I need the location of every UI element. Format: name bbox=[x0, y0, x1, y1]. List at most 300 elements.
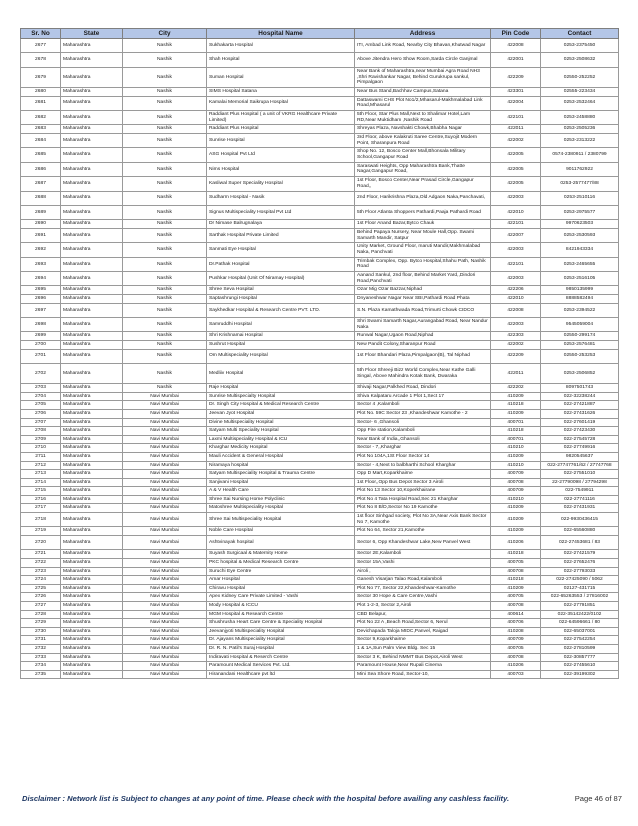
table-body bbox=[21, 39, 619, 679]
cell-hospital-name: Satyam Multi Speciality Hospital bbox=[207, 427, 355, 436]
cell-address: Behind Papaya Nursery, Near Moule Hall,Opp. Swami Samarth Mandir, Satpur bbox=[355, 228, 491, 242]
table-row bbox=[21, 536, 619, 550]
cell-address: Near Bank of India,,Ghansoli bbox=[355, 435, 491, 444]
table-row bbox=[21, 401, 619, 410]
cell-hospital-name: Dr. R. N. Patil's Suraj Hospital bbox=[207, 644, 355, 653]
table-row bbox=[21, 461, 619, 470]
cell-pin-code: 422008 bbox=[491, 39, 541, 53]
cell-contact: 022-30857777 bbox=[541, 653, 619, 662]
cell-sr-no: 2697 bbox=[21, 303, 61, 317]
table-row bbox=[21, 162, 619, 176]
table-row bbox=[21, 96, 619, 110]
cell-address: Plot No 13 Sector 10,Koperkhairane bbox=[355, 487, 491, 496]
cell-hospital-name: Suyash Surgicaal & Maternity Home bbox=[207, 550, 355, 559]
cell-address: 1st floor Sinhgad society, Plot No 3A,Near Axis Bank Sector No 7, Kamothe bbox=[355, 513, 491, 527]
cell-city: Navi Mumbai bbox=[123, 584, 207, 593]
cell-address: Runwal Nagar,Ugaon Road,Niphad bbox=[355, 332, 491, 341]
table-row bbox=[21, 191, 619, 205]
cell-hospital-name: Matoshree Multispeciality Hospital bbox=[207, 504, 355, 513]
cell-city: Navi Mumbai bbox=[123, 513, 207, 527]
cell-pin-code: 422010 bbox=[491, 205, 541, 219]
cell-sr-no: 2734 bbox=[21, 662, 61, 671]
cell-state: Maharashtra bbox=[61, 96, 123, 110]
cell-city: Nashik bbox=[123, 363, 207, 383]
cell-address: 1st Floor Anand Bazar,Bytco Chauk bbox=[355, 220, 491, 229]
table-row bbox=[21, 125, 619, 134]
cell-hospital-name: Hiranandani Healthcare pvt ltd bbox=[207, 670, 355, 679]
cell-contact: 022-27652476 bbox=[541, 559, 619, 568]
cell-sr-no: 2680 bbox=[21, 87, 61, 96]
cell-hospital-name: Suruchi Eye Centre bbox=[207, 567, 355, 576]
cell-contact: 022-27431931 bbox=[541, 504, 619, 513]
cell-contact: 0574-2380911 / 2380799 bbox=[541, 148, 619, 162]
cell-hospital-name: Kharghar Medicity Hospital bbox=[207, 444, 355, 453]
table-row bbox=[21, 444, 619, 453]
cell-state: Maharashtra bbox=[61, 478, 123, 487]
cell-pin-code: 400701 bbox=[491, 435, 541, 444]
cell-sr-no: 2719 bbox=[21, 527, 61, 536]
cell-contact: 0253-2458880 bbox=[541, 110, 619, 124]
cell-sr-no: 2716 bbox=[21, 495, 61, 504]
cell-hospital-name: Niramaya hospital bbox=[207, 461, 355, 470]
cell-contact: 022-27425090 / 5062 bbox=[541, 576, 619, 585]
cell-state: Maharashtra bbox=[61, 295, 123, 304]
cell-address: Plot No 104A,1St Floor Sector 14 bbox=[355, 452, 491, 461]
cell-pin-code: 422202 bbox=[491, 384, 541, 393]
cell-hospital-name: Suman Hospital bbox=[207, 67, 355, 87]
cell-sr-no: 2685 bbox=[21, 148, 61, 162]
cell-pin-code: 410209 bbox=[491, 409, 541, 418]
cell-sr-no: 2679 bbox=[21, 67, 61, 87]
cell-pin-code: 422002 bbox=[491, 133, 541, 147]
cell-sr-no: 2713 bbox=[21, 470, 61, 479]
cell-pin-code: 422011 bbox=[491, 125, 541, 134]
cell-city: Navi Mumbai bbox=[123, 593, 207, 602]
cell-contact: 022-65263553 / 27816002 bbox=[541, 593, 619, 602]
cell-hospital-name: Mody Hospital & ICCU bbox=[207, 602, 355, 611]
table-row bbox=[21, 427, 619, 436]
cell-pin-code: 410209 bbox=[491, 527, 541, 536]
cell-sr-no: 2678 bbox=[21, 53, 61, 67]
table-row bbox=[21, 470, 619, 479]
cell-address: Shop No. 12, Bosco Center Mall,Bhonsala Military School,Gangapur Road bbox=[355, 148, 491, 162]
cell-sr-no: 2690 bbox=[21, 220, 61, 229]
cell-sr-no: 2677 bbox=[21, 39, 61, 53]
cell-city: Navi Mumbai bbox=[123, 662, 207, 671]
table-row bbox=[21, 205, 619, 219]
cell-address: Sector 30 Hope & Care Centre,Vashi bbox=[355, 593, 491, 602]
table-row bbox=[21, 392, 619, 401]
cell-city: Navi Mumbai bbox=[123, 636, 207, 645]
cell-sr-no: 2718 bbox=[21, 513, 61, 527]
cell-address: Opp D Mart,Koparkhairne bbox=[355, 470, 491, 479]
cell-city: Navi Mumbai bbox=[123, 602, 207, 611]
cell-sr-no: 2691 bbox=[21, 228, 61, 242]
cell-city: Navi Mumbai bbox=[123, 487, 207, 496]
cell-city: Nashik bbox=[123, 133, 207, 147]
cell-hospital-name: Kasliwal Super Speciality Hospital bbox=[207, 177, 355, 191]
table-row bbox=[21, 318, 619, 332]
cell-hospital-name: Mauli Accident & General Hospital bbox=[207, 452, 355, 461]
cell-contact: 022-35142422/0102 bbox=[541, 610, 619, 619]
cell-hospital-name: Sukhakarta Hospital bbox=[207, 39, 355, 53]
table-row bbox=[21, 332, 619, 341]
cell-address: Devichapada Taloja MIDC,Panvel, Raigad bbox=[355, 627, 491, 636]
cell-sr-no: 2724 bbox=[21, 576, 61, 585]
cell-city: Nashik bbox=[123, 228, 207, 242]
cell-hospital-name: Sarthak Hospital Private Limited bbox=[207, 228, 355, 242]
cell-address: 3rd Floor, above Kalakruti Saree Centre,Suyojit Modern Point, Sharanpura Road bbox=[355, 133, 491, 147]
cell-sr-no: 2692 bbox=[21, 243, 61, 257]
table-row bbox=[21, 272, 619, 286]
cell-address: Ganesh Visarjan Talao Road,Kalamboli bbox=[355, 576, 491, 585]
cell-address: 1st Floor,,Opp Bus Depot Sector 3 Airoli bbox=[355, 478, 491, 487]
cell-contact: 022-65560880 bbox=[541, 527, 619, 536]
table-row bbox=[21, 286, 619, 295]
cell-state: Maharashtra bbox=[61, 427, 123, 436]
cell-sr-no: 2684 bbox=[21, 133, 61, 147]
table-row bbox=[21, 87, 619, 96]
cell-contact: 0253-2532464 bbox=[541, 96, 619, 110]
cell-pin-code: 422005 bbox=[491, 148, 541, 162]
cell-city: Navi Mumbai bbox=[123, 576, 207, 585]
cell-hospital-name: Apex Kidney Care Private Limited - Vashi bbox=[207, 593, 355, 602]
cell-state: Maharashtra bbox=[61, 602, 123, 611]
cell-sr-no: 2686 bbox=[21, 162, 61, 176]
cell-contact: 022-39199302 bbox=[541, 670, 619, 679]
cell-city: Navi Mumbai bbox=[123, 444, 207, 453]
cell-hospital-name: Pushkar Hospital (Unit Of Niramay Hospital) bbox=[207, 272, 355, 286]
table-row bbox=[21, 452, 619, 461]
table-row bbox=[21, 228, 619, 242]
cell-sr-no: 2700 bbox=[21, 341, 61, 350]
cell-state: Maharashtra bbox=[61, 653, 123, 662]
cell-state: Maharashtra bbox=[61, 644, 123, 653]
cell-pin-code: 410210 bbox=[491, 495, 541, 504]
cell-state: Maharashtra bbox=[61, 435, 123, 444]
cell-contact: 9970623503 bbox=[541, 220, 619, 229]
cell-pin-code: 410218 bbox=[491, 576, 541, 585]
cell-state: Maharashtra bbox=[61, 384, 123, 393]
cell-city: Navi Mumbai bbox=[123, 452, 207, 461]
cell-hospital-name: Signus Multispeciality Hospital Pvt Ltd bbox=[207, 205, 355, 219]
cell-contact: 0253-2975577 bbox=[541, 205, 619, 219]
cell-hospital-name: Satyam Multispeciality Hospital & Trauma Centre bbox=[207, 470, 355, 479]
cell-address: 5th Floor Shreeji Bizz World Complex,Near Kathe Galli Singal, Above Mahindra Kotak Bank, Dwaraka bbox=[355, 363, 491, 383]
cell-sr-no: 2696 bbox=[21, 295, 61, 304]
cell-address: Plot No 64, Sector 21,Kamothe bbox=[355, 527, 491, 536]
cell-state: Maharashtra bbox=[61, 318, 123, 332]
table-row bbox=[21, 349, 619, 363]
cell-hospital-name: Ashtvinayak hospital bbox=[207, 536, 355, 550]
cell-contact: 022-64596661 / 80 bbox=[541, 619, 619, 628]
cell-contact: 0253-2506852 bbox=[541, 363, 619, 383]
cell-sr-no: 2725 bbox=[21, 584, 61, 593]
cell-pin-code: 422010 bbox=[491, 295, 541, 304]
cell-hospital-name: Jeevanjyoti Multispeciality Hospital bbox=[207, 627, 355, 636]
cell-contact: 022-27551010 bbox=[541, 470, 619, 479]
table-row bbox=[21, 384, 619, 393]
cell-sr-no: 2710 bbox=[21, 444, 61, 453]
cell-address: 1st Floor Bhandari Plaza,Pimpalgaon(B), Tal Niphad bbox=[355, 349, 491, 363]
cell-contact: 022-27545728 bbox=[541, 435, 619, 444]
cell-address: Sector 6, Opp Khandeshwar Lake,New Panvel West bbox=[355, 536, 491, 550]
disclaimer-text: Disclaimer : Network list is Subject to changes at any point of time. Please check with the hospital before availing any cashless facility. bbox=[22, 794, 510, 803]
cell-state: Maharashtra bbox=[61, 619, 123, 628]
cell-city: Nashik bbox=[123, 148, 207, 162]
cell-contact: 022-27810599 bbox=[541, 644, 619, 653]
cell-address: Dnyaneshwar Nagar Near SBI,Pathardi Road Phata bbox=[355, 295, 491, 304]
cell-hospital-name: Nims Hospital bbox=[207, 162, 355, 176]
table-row bbox=[21, 257, 619, 271]
table-row bbox=[21, 670, 619, 679]
cell-contact: 022-32238244 bbox=[541, 392, 619, 401]
cell-sr-no: 2695 bbox=[21, 286, 61, 295]
cell-hospital-name: Sanjivani Hospital bbox=[207, 478, 355, 487]
cell-state: Maharashtra bbox=[61, 536, 123, 550]
cell-hospital-name: Sushrut Hospital bbox=[207, 341, 355, 350]
cell-city: Navi Mumbai bbox=[123, 401, 207, 410]
cell-hospital-name: Raddiant Plus Hospital ( a unit of VKRG Healthcare Private Limited) bbox=[207, 110, 355, 124]
cell-pin-code: 400709 bbox=[491, 487, 541, 496]
cell-state: Maharashtra bbox=[61, 636, 123, 645]
header-contact: Contact bbox=[541, 29, 619, 39]
cell-city: Navi Mumbai bbox=[123, 495, 207, 504]
cell-contact: 8888582494 bbox=[541, 295, 619, 304]
cell-address: Aanand Sankul, 2nd floor, Behind Market Yard,,Dindori Road,Panchvati bbox=[355, 272, 491, 286]
table-row bbox=[21, 67, 619, 87]
cell-state: Maharashtra bbox=[61, 452, 123, 461]
cell-city: Nashik bbox=[123, 384, 207, 393]
cell-contact: 022-27431626 bbox=[541, 409, 619, 418]
cell-state: Maharashtra bbox=[61, 487, 123, 496]
cell-sr-no: 2723 bbox=[21, 567, 61, 576]
cell-address: 2nd Floor, Harikrishna Plaza,Old Adgaon Naka,Panchavati, bbox=[355, 191, 491, 205]
cell-pin-code: 410209 bbox=[491, 584, 541, 593]
cell-hospital-name: Chiravu Hospital bbox=[207, 584, 355, 593]
cell-pin-code: 400708 bbox=[491, 653, 541, 662]
cell-pin-code: 422206 bbox=[491, 286, 541, 295]
cell-address: 1 & 1A,Sun Palm View Bldg. Sec 15 bbox=[355, 644, 491, 653]
cell-pin-code: 422003 bbox=[491, 191, 541, 205]
cell-city: Nashik bbox=[123, 303, 207, 317]
table-row bbox=[21, 593, 619, 602]
cell-city: Navi Mumbai bbox=[123, 644, 207, 653]
cell-state: Maharashtra bbox=[61, 584, 123, 593]
table-row bbox=[21, 644, 619, 653]
cell-pin-code: 422007 bbox=[491, 228, 541, 242]
cell-state: Maharashtra bbox=[61, 228, 123, 242]
cell-address: Ozar Mig Ozar Bazzar,Niphad bbox=[355, 286, 491, 295]
cell-contact: 02550-253253 bbox=[541, 349, 619, 363]
table-row bbox=[21, 602, 619, 611]
cell-pin-code: 422101 bbox=[491, 257, 541, 271]
cell-pin-code: 422005 bbox=[491, 177, 541, 191]
cell-pin-code: 422101 bbox=[491, 220, 541, 229]
table-row bbox=[21, 627, 619, 636]
cell-address: S.N. Plaza Kamathwada Road,Trimurti Chowk CIDCO bbox=[355, 303, 491, 317]
cell-city: Nashik bbox=[123, 125, 207, 134]
cell-state: Maharashtra bbox=[61, 332, 123, 341]
cell-address: Plot No. 59C Sector 23 ,Khandeshwar Kamothe - 2 bbox=[355, 409, 491, 418]
cell-contact: 0253-2375450 bbox=[541, 39, 619, 53]
cell-city: Nashik bbox=[123, 318, 207, 332]
cell-pin-code: 423301 bbox=[491, 87, 541, 96]
cell-city: Navi Mumbai bbox=[123, 619, 207, 628]
table-row bbox=[21, 110, 619, 124]
cell-pin-code: 422101 bbox=[491, 110, 541, 124]
cell-pin-code: 400708 bbox=[491, 478, 541, 487]
cell-pin-code: 400703 bbox=[491, 670, 541, 679]
cell-pin-code: 400705 bbox=[491, 559, 541, 568]
cell-sr-no: 2733 bbox=[21, 653, 61, 662]
cell-state: Maharashtra bbox=[61, 286, 123, 295]
cell-contact: 022-27421887 bbox=[541, 401, 619, 410]
cell-pin-code: 422209 bbox=[491, 349, 541, 363]
cell-city: Navi Mumbai bbox=[123, 550, 207, 559]
cell-pin-code: 410218 bbox=[491, 427, 541, 436]
cell-sr-no: 2735 bbox=[21, 670, 61, 679]
cell-city: Nashik bbox=[123, 191, 207, 205]
cell-city: Nashik bbox=[123, 332, 207, 341]
cell-pin-code: 410206 bbox=[491, 536, 541, 550]
cell-hospital-name: Saykhedkar Hospital & Research Centre PVT. LTD. bbox=[207, 303, 355, 317]
cell-city: Nashik bbox=[123, 272, 207, 286]
cell-city: Nashik bbox=[123, 39, 207, 53]
cell-address: Sector- 6 ,Ghansoli bbox=[355, 418, 491, 427]
cell-state: Maharashtra bbox=[61, 527, 123, 536]
cell-pin-code: 410209 bbox=[491, 504, 541, 513]
cell-sr-no: 2704 bbox=[21, 392, 61, 401]
cell-pin-code: 410218 bbox=[491, 550, 541, 559]
cell-address: Plot No 22 A ,Beach Road,Sector 6, Nerul bbox=[355, 619, 491, 628]
table-row bbox=[21, 567, 619, 576]
cell-address: 1st Floor, Bosco Center,Near Prasad Circle,Gangapur Road,, bbox=[355, 177, 491, 191]
cell-city: Nashik bbox=[123, 110, 207, 124]
cell-sr-no: 2701 bbox=[21, 349, 61, 363]
cell-city: Nashik bbox=[123, 243, 207, 257]
cell-hospital-name: Shree Sai Multispeciality Hospital bbox=[207, 513, 355, 527]
cell-city: Navi Mumbai bbox=[123, 610, 207, 619]
cell-sr-no: 2683 bbox=[21, 125, 61, 134]
cell-state: Maharashtra bbox=[61, 627, 123, 636]
cell-state: Maharashtra bbox=[61, 470, 123, 479]
cell-sr-no: 2687 bbox=[21, 177, 61, 191]
cell-pin-code: 400701 bbox=[491, 418, 541, 427]
cell-address: Shivaji Nagar,Palkhed Road, Dindori bbox=[355, 384, 491, 393]
cell-address: Mini Sea Shore Road, Sector-10, bbox=[355, 670, 491, 679]
cell-address: New Pandit Colony,Sharanpur Road bbox=[355, 341, 491, 350]
cell-contact: 0253-2465655 bbox=[541, 257, 619, 271]
table-row bbox=[21, 341, 619, 350]
cell-state: Maharashtra bbox=[61, 401, 123, 410]
table-row bbox=[21, 513, 619, 527]
hospital-network-table bbox=[20, 28, 619, 679]
cell-hospital-name: Divine Multispeciality Hospital bbox=[207, 418, 355, 427]
cell-city: Nashik bbox=[123, 53, 207, 67]
cell-hospital-name: Indiravati Hospital & Reserch Centre bbox=[207, 653, 355, 662]
cell-hospital-name: Raje Hospital bbox=[207, 384, 355, 393]
cell-sr-no: 2708 bbox=[21, 427, 61, 436]
cell-city: Navi Mumbai bbox=[123, 627, 207, 636]
cell-contact: 0253-2394522 bbox=[541, 303, 619, 317]
cell-sr-no: 2721 bbox=[21, 550, 61, 559]
cell-state: Maharashtra bbox=[61, 495, 123, 504]
cell-contact: 9820545637 bbox=[541, 452, 619, 461]
cell-hospital-name: Shushrusha Heart Care Centre & Speciality Hospital bbox=[207, 619, 355, 628]
cell-pin-code: 422008 bbox=[491, 303, 541, 317]
cell-address: Shri Swami Samarth Nagar,Aurangabad Road, Near Nandur Naka bbox=[355, 318, 491, 332]
cell-contact: 02555-223434 bbox=[541, 87, 619, 96]
cell-pin-code: 410210 bbox=[491, 461, 541, 470]
cell-contact: 02550-252252 bbox=[541, 67, 619, 87]
cell-address: 5th Floor, Star Plus Mall,Next to Shalimar Hotel,Lam RD,Near Muktidham ,Nashik Road bbox=[355, 110, 491, 124]
cell-address: CBD Belapur, bbox=[355, 610, 491, 619]
cell-state: Maharashtra bbox=[61, 87, 123, 96]
cell-state: Maharashtra bbox=[61, 392, 123, 401]
cell-sr-no: 2682 bbox=[21, 110, 61, 124]
header-address: Address bbox=[355, 29, 491, 39]
cell-state: Maharashtra bbox=[61, 67, 123, 87]
cell-hospital-name: Noble Care Hospital bbox=[207, 527, 355, 536]
cell-pin-code: 422011 bbox=[491, 363, 541, 383]
cell-address: Paramount House,Near Rupali Cinema bbox=[355, 662, 491, 671]
cell-sr-no: 2689 bbox=[21, 205, 61, 219]
cell-hospital-name: Paramount Medical Services Pvt. Ltd. bbox=[207, 662, 355, 671]
cell-contact: 022-9930436415 bbox=[541, 513, 619, 527]
cell-contact: 022-65037001 bbox=[541, 627, 619, 636]
cell-address: Dattaswami CHS Plot No1/2,Mhasarul-Makhmalabad Link Road,Mhasarul bbox=[355, 96, 491, 110]
cell-city: Nashik bbox=[123, 257, 207, 271]
cell-contact: 9545059004 bbox=[541, 318, 619, 332]
cell-state: Maharashtra bbox=[61, 504, 123, 513]
cell-sr-no: 2730 bbox=[21, 627, 61, 636]
cell-hospital-name: Sanmati Eye Hospital bbox=[207, 243, 355, 257]
cell-sr-no: 2728 bbox=[21, 610, 61, 619]
cell-sr-no: 2715 bbox=[21, 487, 61, 496]
cell-city: Navi Mumbai bbox=[123, 435, 207, 444]
cell-city: Navi Mumbai bbox=[123, 536, 207, 550]
cell-address: Shiva Kalpataru Arcade 1 Plot 1,Sect 17 bbox=[355, 392, 491, 401]
cell-state: Maharashtra bbox=[61, 349, 123, 363]
header-city: City bbox=[123, 29, 207, 39]
cell-contact: 02550-299174 bbox=[541, 332, 619, 341]
table-row bbox=[21, 495, 619, 504]
cell-city: Nashik bbox=[123, 220, 207, 229]
cell-pin-code: 422001 bbox=[491, 53, 541, 67]
cell-sr-no: 2726 bbox=[21, 593, 61, 602]
cell-sr-no: 2688 bbox=[21, 191, 61, 205]
cell-city: Navi Mumbai bbox=[123, 470, 207, 479]
cell-address: Sector - 7,,Kharghar bbox=[355, 444, 491, 453]
cell-address: Plot 1-2-3, Sector 2,Airoli bbox=[355, 602, 491, 611]
cell-pin-code: 410218 bbox=[491, 401, 541, 410]
cell-sr-no: 2720 bbox=[21, 536, 61, 550]
cell-sr-no: 2706 bbox=[21, 409, 61, 418]
cell-state: Maharashtra bbox=[61, 110, 123, 124]
table-row bbox=[21, 610, 619, 619]
header-hospital-name: Hospital Name bbox=[207, 29, 355, 39]
cell-state: Maharashtra bbox=[61, 272, 123, 286]
cell-pin-code: 410209 bbox=[491, 513, 541, 527]
cell-contact: 022-7549911 bbox=[541, 487, 619, 496]
cell-contact: 022-27791851 bbox=[541, 602, 619, 611]
cell-city: Nashik bbox=[123, 341, 207, 350]
cell-state: Maharashtra bbox=[61, 610, 123, 619]
cell-sr-no: 2732 bbox=[21, 644, 61, 653]
cell-pin-code: 422002 bbox=[491, 341, 541, 350]
table-row bbox=[21, 53, 619, 67]
